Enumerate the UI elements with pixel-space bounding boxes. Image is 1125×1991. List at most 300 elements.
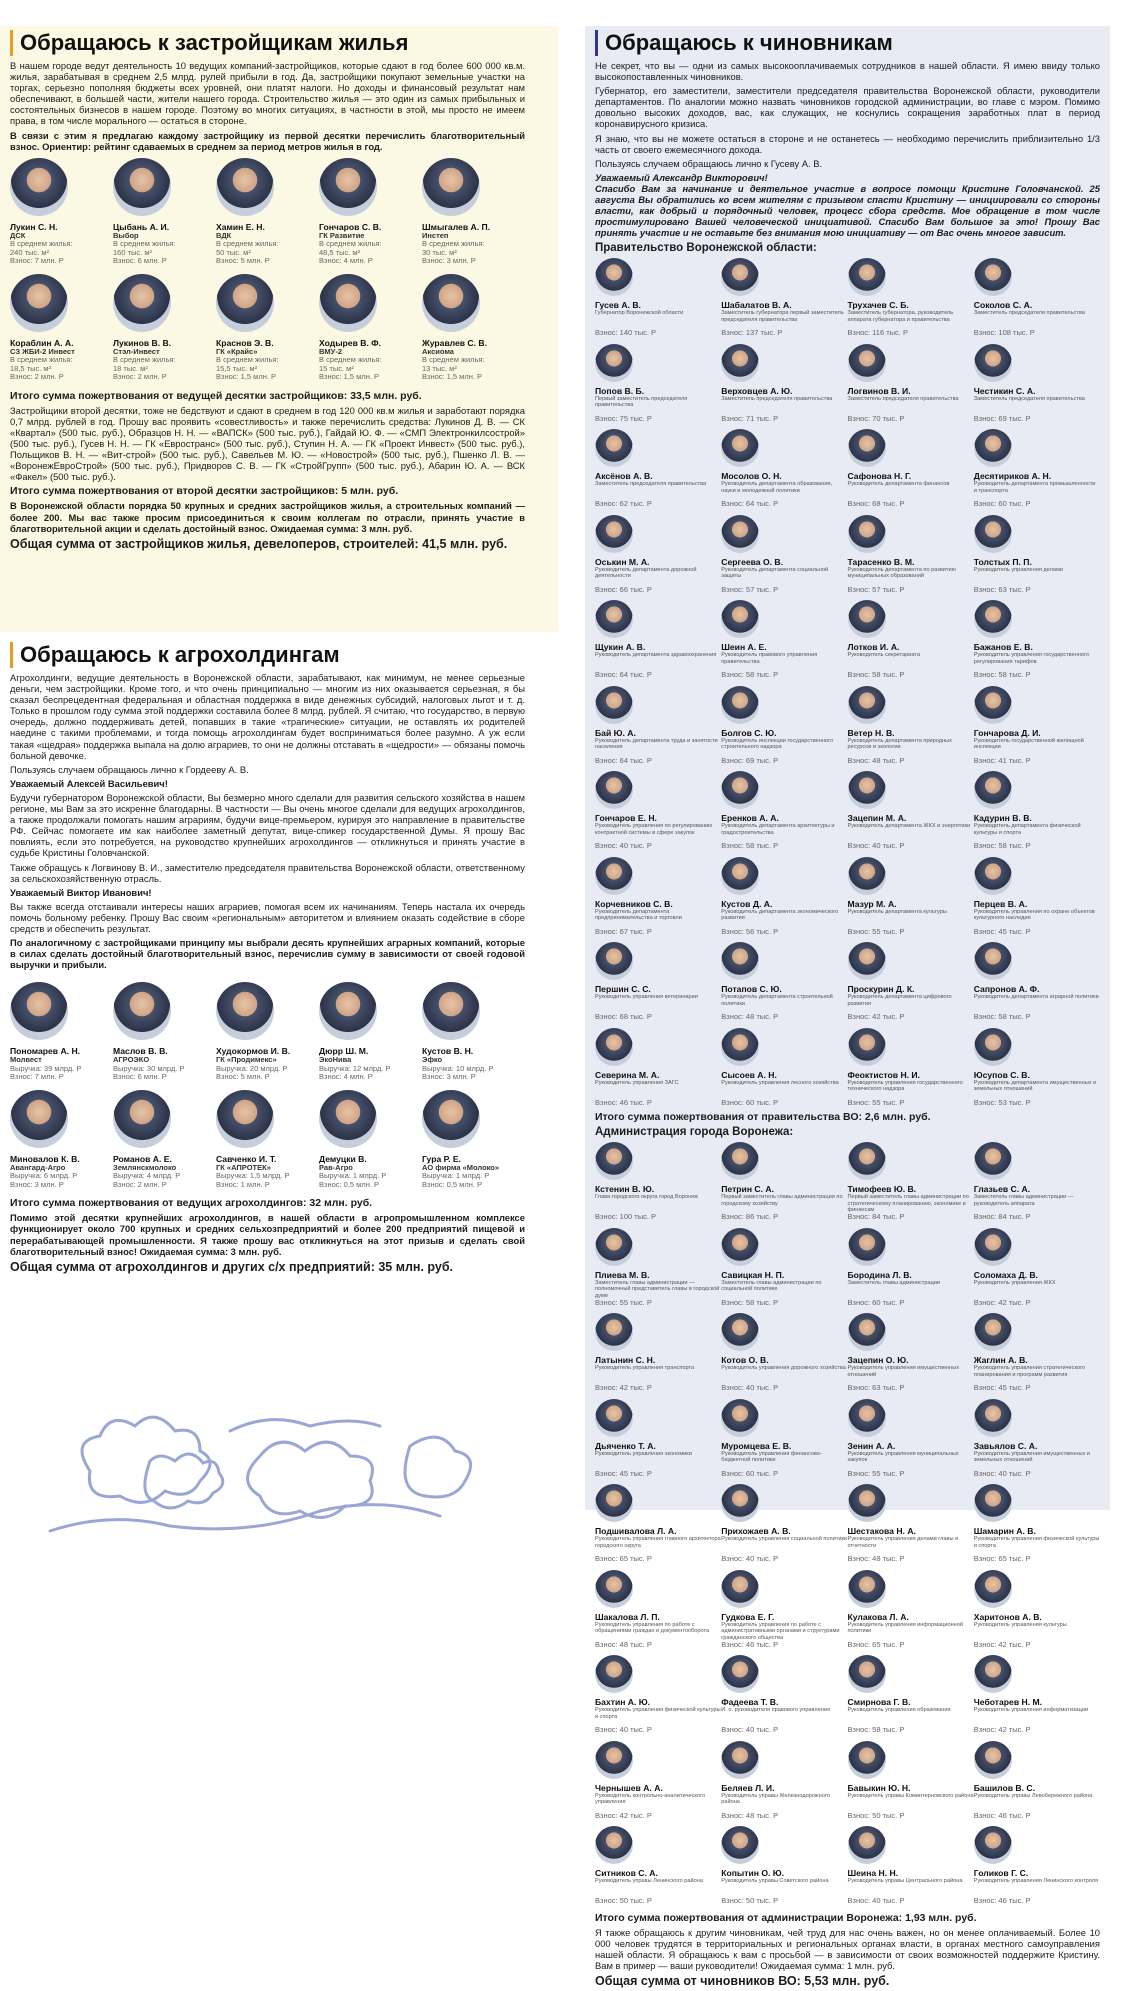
person-name: Лукинов В. В.: [113, 337, 172, 348]
person-role: Руководитель секретариата: [847, 652, 920, 659]
person-donation: Взнос: 7 млн. Р: [10, 1072, 64, 1082]
person-photo: [848, 1313, 886, 1351]
person-photo: [595, 344, 633, 382]
person-card: [848, 1399, 974, 1479]
person-card: [974, 344, 1100, 424]
person-donation: Взнос: 55 тыс. Р: [847, 1097, 905, 1107]
person-name: Верховцев А. Ю.: [721, 385, 793, 396]
agro-letter-2: Вы также всегда отстаивали интересы наших аграриев, помогая всем их начинаниям. Теперь настала их очередь помочь больному ребенку. Прошу Вас своим «региональным» авторитетом и влиянием оказать содействие в сборе средств и обеспечить результат.: [10, 900, 525, 934]
person-photo: [974, 1142, 1012, 1180]
person-card: [721, 1826, 847, 1906]
person-photo: [595, 1313, 633, 1351]
person-role: Руководитель управления государственного технического надзора: [847, 1079, 963, 1093]
person-role: Руководитель департамента социальной защиты: [721, 566, 829, 580]
person-role: Руководитель управления делами главы и отчетности: [847, 1536, 959, 1549]
person-donation: Взнос: 41 тыс. Р: [973, 755, 1031, 765]
person-photo: [422, 1090, 480, 1148]
person-role: Руководитель управления делами: [973, 566, 1063, 573]
person-label: В среднем жилья:: [319, 355, 382, 365]
person-card: [10, 1090, 113, 1190]
person-donation: Взнос: 0,5 млн. Р: [422, 1179, 483, 1189]
person-value: 160 тыс. м²: [113, 247, 152, 257]
person-value: 15 тыс. м²: [319, 363, 354, 373]
person-card: [721, 515, 847, 595]
person-card: [974, 515, 1100, 595]
person-card: [721, 344, 847, 424]
officials-heading: Обращаюсь к чиновникам: [595, 30, 1100, 56]
builders-second-ten: Застройщики второй десятки, тоже не бедствуют и сдают в среднем в год 120 000 кв.м жилья и заработают порядка 0,7 млрд. рублей в год. Прошу вас проявить «совестливость» и также перечислить средства: Лукинов Д. В. — СК «Квартал» (500 тыс. руб.), Образцов Н. Н. — «ВАПСК» (500 тыс. руб.), Гайдай Ю. Ф. — «СМП Электронкилсострой» (500 тыс. руб.), Гусев Н. Н. — ГК «Евространс» (500 тыс. руб.), Ступин Н. А. — ГК «Проект Инвест» (500 тыс. руб.), Польщиков В. Н. — «Вит-строй» (500 тыс. руб.), Савельев М. Ю. — «Новострой» (500 тыс. руб.), Пшенко Л. В. — «ВоронежЕвроСтрой» (500 тыс. руб.), Придворов С. В. — ГК «СтройГрупп» (500 тыс. руб.), Абарин Ю. А. — ВСК «Факел» (500 тыс. руб.).: [10, 404, 525, 483]
person-card: [974, 1484, 1100, 1564]
person-card: [721, 258, 847, 338]
person-card: [595, 1826, 721, 1906]
person-card: [595, 857, 721, 937]
person-role: Руководитель управления образования: [847, 1707, 951, 1714]
person-card: [595, 600, 721, 680]
agro-address-2: Также обращусь к Логвинову В. И., заместителю председателя правительства Воронежской области, ответственному за сельскохозяйственную отрасль.: [10, 861, 525, 884]
person-card: [113, 1090, 216, 1190]
officials-p2: Губернатор, его заместители, заместители председателя правительства Воронежской области, руководители департаментов. По аналогии можно назвать чиновников городской администрации, во главе с мэром. Помимо довольно высоких доходов, вас, как служащих, не коснулись сокращения заработных плат в период коронавирусного кризиса.: [595, 85, 1100, 130]
person-photo: [595, 1028, 633, 1066]
person-donation: Взнос: 58 тыс. Р: [973, 1012, 1031, 1022]
person-donation: Взнос: 65 тыс. Р: [847, 1639, 905, 1649]
agro-grand-total: Общая сумма от агрохолдингов и других с/х предприятий: 35 млн. руб.: [10, 1259, 454, 1274]
person-donation: Взнос: 45 тыс. Р: [973, 926, 1031, 936]
person-revenue: Выручка: 10 млрд. Р: [422, 1063, 494, 1073]
person-name: Демуцки В.: [319, 1153, 367, 1164]
person-photo: [848, 1028, 886, 1066]
person-photo: [974, 1741, 1012, 1779]
person-donation: Взнос: 58 тыс. Р: [973, 670, 1031, 680]
person-photo: [595, 1228, 633, 1266]
person-name: Кустов В. Н.: [422, 1046, 474, 1057]
person-donation: Взнос: 48 тыс. Р: [595, 1639, 652, 1649]
person-donation: Взнос: 6 млн. Р: [113, 1072, 167, 1082]
person-role: Руководитель управления информатизации: [973, 1707, 1089, 1714]
person-donation: Взнос: 63 тыс. Р: [973, 584, 1031, 594]
person-name: Тарасенко В. М.: [847, 556, 915, 567]
person-card: [974, 1142, 1100, 1222]
person-card: [721, 1655, 847, 1735]
person-donation: Взнос: 57 тыс. Р: [847, 584, 905, 594]
person-role: Руководитель контрольно-аналитического управления: [595, 1792, 706, 1806]
person-role: Заместитель главы администрации по социальной политике: [721, 1279, 822, 1293]
person-photo: [974, 600, 1012, 638]
person-photo: [595, 942, 633, 980]
person-role: Руководитель управления информационной политики: [847, 1621, 964, 1635]
person-name: Лотков И. А.: [847, 642, 900, 653]
person-name: Аксёнов А. В.: [595, 471, 653, 482]
person-role: Заместитель губернатора первый заместитель председателя правительства: [721, 310, 844, 323]
person-name: Миновалов К. В.: [10, 1153, 80, 1164]
person-name: Сафонова Н. Г.: [847, 471, 912, 482]
person-card: [848, 686, 974, 766]
person-donation: Взнос: 55 тыс. Р: [847, 1468, 905, 1478]
person-company: Авангард-Агро: [10, 1162, 66, 1172]
person-name: Потапов С. Ю.: [721, 984, 782, 995]
person-revenue: Выручка: 1 млрд. Р: [319, 1171, 387, 1181]
person-role: Руководитель управления транспорта: [595, 1365, 695, 1372]
person-company: Молвест: [10, 1055, 42, 1065]
person-role: Заместитель главы администрации: [847, 1279, 941, 1286]
person-donation: Взнос: 137 тыс. Р: [721, 328, 783, 338]
person-photo: [974, 1228, 1012, 1266]
person-card: [974, 857, 1100, 937]
person-role: Руководитель управления культуры: [973, 1621, 1067, 1628]
person-card: [848, 771, 974, 851]
person-company: Землянскмолоко: [113, 1162, 177, 1172]
person-donation: Взнос: 40 тыс. Р: [973, 1468, 1031, 1478]
person-card: [595, 1028, 721, 1108]
person-role: Руководитель правового управления правительства: [721, 652, 818, 665]
person-role: Руководитель департамента природных ресурсов и экологии: [847, 737, 952, 751]
person-name: Проскурин Д. К.: [847, 984, 915, 995]
person-donation: Взнос: 40 тыс. Р: [595, 841, 652, 851]
builders-intro: В нашем городе ведут деятельность 10 ведущих компаний-застройщиков, которые сдают в год более 600 000 кв.м. жилья, зарабатывая в среднем 2,5 млрд. рулей прибыли в год. Да, застройщики покупают земельные участки на торгах, серьезно пополняя бюджеты всех уровней, они платят налоги. Но доходы и финансовый результат нам обеспечивают, в большей части, жители нашего города. Строительство жилья — это один из самых прибыльных и состоятельных бизнесов в нашем городе. Поэтому во многих ситуациях, в частности в этой, мы просто не имеем права, в том числе морального — остаться в стороне.: [10, 60, 525, 127]
person-role: Руководитель департамента архитектуры и градостроительства: [721, 823, 835, 836]
person-role: Руководитель управления ЗАГС: [595, 1079, 679, 1086]
person-name: Шмыгалев А. П.: [422, 221, 491, 232]
person-company: ВМУ-2: [319, 346, 342, 356]
person-company: Эфко: [422, 1055, 443, 1065]
person-photo: [974, 857, 1012, 895]
person-donation: Взнос: 62 тыс. Р: [595, 499, 652, 509]
person-photo: [974, 1484, 1012, 1522]
person-donation: Взнос: 58 тыс. Р: [721, 1297, 779, 1307]
person-donation: Взнос: 1 млн. Р: [216, 1179, 270, 1189]
person-donation: Взнос: 7 млн. Р: [10, 256, 64, 266]
person-donation: Взнос: 63 тыс. Р: [847, 1383, 905, 1393]
person-photo: [848, 429, 886, 467]
person-photo: [848, 1228, 886, 1266]
person-revenue: Выручка: 20 млрд. Р: [216, 1063, 288, 1073]
person-name: Котов О. В.: [721, 1355, 769, 1366]
agro-heading: Обращаюсь к агрохолдингам: [10, 642, 525, 668]
person-photo: [848, 1399, 886, 1437]
person-name: Копытин О. Ю.: [721, 1868, 785, 1879]
person-photo: [974, 429, 1012, 467]
person-photo: [595, 1399, 633, 1437]
person-name: Шеина Н. Н.: [847, 1868, 899, 1879]
agro-intro: Агрохолдинги, ведущие деятельность в Воронежской области, зарабатывают, как минимум, не менее серьезные деньги, чем застройщики. Кроме того, и что очень принципиально — многим из них оказывается серьезная, я бы сказал беспрецедентная федеральная и областная поддержка в виде денежных субсидий, налоговых льгот и т. д. Только в прошлом году сумма этой поддержки составила более 8 млрд. рублей. Я считаю, что государство, в первую очередь, должно поддерживать детей, попавших в такие «трагические» ситуации, не оставлять их родителей наедине с такими проблемами, и тогда помощь агрохолдингам будет восприниматься более разумно. А уж если такая «щедрая» поддержка выпала на долю аграриев, то они не должны отставать в «щедрости» — обязаны помочь больной девочке.: [10, 672, 525, 761]
person-role: Руководитель управления по регулированию контрактной системы в сфере закупок: [595, 823, 713, 836]
person-donation: Взнос: 58 тыс. Р: [721, 841, 779, 851]
person-card: [721, 600, 847, 680]
person-role: Руководитель департамента аграрной политики: [973, 994, 1099, 1001]
person-photo: [10, 1090, 68, 1148]
person-role: Руководитель управы Центрального района: [847, 1878, 963, 1885]
person-photo: [216, 982, 274, 1040]
person-donation: Взнос: 66 тыс. Р: [595, 584, 652, 594]
person-donation: Взнос: 68 тыс. Р: [847, 499, 905, 509]
person-card: [422, 1090, 525, 1190]
person-company: АО фирма «Молоко»: [422, 1162, 500, 1172]
person-label: В среднем жилья:: [216, 239, 279, 249]
person-label: В среднем жилья:: [422, 239, 485, 249]
person-photo: [721, 1142, 759, 1180]
person-donation: Взнос: 6 млн. Р: [113, 256, 167, 266]
person-donation: Взнос: 40 тыс. Р: [847, 841, 905, 851]
person-card: [595, 1142, 721, 1222]
person-donation: Взнос: 64 тыс. Р: [721, 499, 779, 509]
person-value: 30 тыс. м²: [422, 247, 457, 257]
person-donation: Взнос: 40 тыс. Р: [595, 1725, 652, 1735]
person-card: [721, 429, 847, 509]
person-donation: Взнос: 140 тыс. Р: [595, 328, 657, 338]
person-photo: [113, 1090, 171, 1148]
person-donation: Взнос: 86 тыс. Р: [721, 1212, 779, 1222]
person-role: Руководитель управления финансово-бюджетной политики: [721, 1450, 822, 1464]
person-card: [848, 1142, 974, 1222]
person-name: Попов В. Б.: [595, 385, 645, 396]
person-name: Мосолов О. Н.: [721, 471, 782, 482]
person-donation: Взнос: 60 тыс. Р: [721, 1468, 779, 1478]
person-name: Краснов Э. В.: [216, 337, 274, 348]
person-card: [595, 1484, 721, 1564]
person-photo: [721, 857, 759, 895]
person-photo: [974, 515, 1012, 553]
person-photo: [721, 1313, 759, 1351]
person-card: [113, 158, 216, 266]
person-card: [595, 686, 721, 766]
person-card: [974, 942, 1100, 1022]
person-photo: [848, 942, 886, 980]
person-photo: [974, 1399, 1012, 1437]
person-role: Заместитель председателя правительства: [847, 395, 959, 402]
person-label: В среднем жилья:: [113, 355, 176, 365]
person-photo: [721, 1484, 759, 1522]
person-name: Худокормов И. В.: [216, 1046, 291, 1057]
person-name: Кораблин А. А.: [10, 337, 74, 348]
person-card: [848, 1028, 974, 1108]
person-name: Перцев В. А.: [973, 898, 1028, 909]
person-name: Бажанов Е. В.: [973, 642, 1033, 653]
officials-p6: Я также обращаюсь к другим чиновникам, чей труд для нас очень важен, но он менее оплачиваемый. Более 10 000 человек трудятся в территориальных и региональных органах власти, в органах местного самоуправления нашей области. Я обращаюсь к вам с просьбой — в зависимости от своих возможностей поддержите Кристину. Вам в пример — ваши руководители! Ожидаемая сумма: 1 млн. руб.: [595, 1926, 1100, 1972]
person-donation: Взнос: 40 тыс. Р: [721, 1383, 779, 1393]
agro-proposal: По аналогичному с застройщиками принципу мы выбрали десять крупнейших аграрных компаний, которые в силах сделать достойный благотворительный взнос, перечислив сумму в зависимости от своей годовой выручки и прибыли.: [10, 937, 525, 971]
person-name: Логвинов В. И.: [847, 385, 911, 396]
person-name: Десятириков А. Н.: [973, 471, 1052, 482]
person-name: Ходырев В. Ф.: [319, 337, 381, 348]
person-donation: Взнос: 46 тыс. Р: [595, 1097, 652, 1107]
person-photo: [721, 1741, 759, 1779]
person-role: Руководитель управления главного архитектора городского округа: [595, 1536, 721, 1549]
officials-p1: Не секрет, что вы — одни из самых высокооплачиваемых сотрудников в нашей области. Я имею ввиду только высокопоставленных чиновников.: [595, 60, 1100, 83]
person-photo: [595, 686, 633, 724]
person-role: Руководитель управления государственного регулирования тарифов: [973, 652, 1090, 665]
city-total: Итого сумма пожертвования от администрации Воронежа: 1,93 млн. руб.: [595, 1911, 977, 1924]
person-name: Беляев Л. И.: [721, 1782, 775, 1793]
officials-section: [595, 30, 1100, 1991]
person-photo: [10, 158, 68, 216]
person-name: Маслов В. В.: [113, 1046, 168, 1057]
person-photo: [422, 274, 480, 332]
person-donation: Взнос: 67 тыс. Р: [595, 926, 652, 936]
person-photo: [721, 1399, 759, 1437]
person-card: [721, 857, 847, 937]
person-card: [595, 1570, 721, 1650]
person-role: Первый заместитель главы администрации по стратегическому планированию, экономике и финансам: [847, 1194, 969, 1213]
left-column: [0, 26, 558, 1571]
person-photo: [595, 1826, 633, 1864]
person-photo: [10, 982, 68, 1040]
person-donation: Взнос: 58 тыс. Р: [847, 670, 905, 680]
person-card: [848, 600, 974, 680]
person-donation: Взнос: 3 млн. Р: [10, 1179, 64, 1189]
person-role: Руководитель управления экономики: [595, 1450, 692, 1457]
person-card: [848, 429, 974, 509]
officials-letter: Спасибо Вам за начинание и деятельное участие в вопросе помощи Кристине Головчанской. 25 августа Вы обратились ко всем жителям с призывом спасти Кристину — инициировали со стороны власти, как добрый и порядочный человек, процесс сбора средств. Мое обращение в том числе простимулировано Вашей человеческой инициативой. Спасибо Вам большое за это! Прошу Вас принять участие и не оставьте без внимания мою инициативу — от Вас очень многое зависит.: [595, 182, 1100, 239]
person-name: Бавыкин Ю. Н.: [847, 1782, 911, 1793]
builders-others: В Воронежской области порядка 50 крупных и средних застройщиков жилья, а строительных компаний — более 200. Мы вас также просим присоединиться к своим коллегам по отрасли, принять участие в благотворительной акции и сделать достойный взнос. Ожидаемая сумма: 3 млн. руб.: [10, 500, 525, 534]
person-photo: [974, 686, 1012, 724]
person-donation: Взнос: 45 тыс. Р: [973, 1383, 1031, 1393]
person-card: [974, 258, 1100, 338]
person-photo: [848, 686, 886, 724]
person-photo: [595, 1741, 633, 1779]
person-donation: Взнос: 4 млн. Р: [319, 1072, 373, 1082]
builders-proposal: В связи с этим я предлагаю каждому застройщику из первой десятки перечислить благотворительный взнос. Ориентир: рейтинг сдаваемых в среднем за период метров жилья в год.: [10, 129, 525, 152]
person-value: 13 тыс. м²: [422, 363, 457, 373]
person-donation: Взнос: 58 тыс. Р: [721, 670, 779, 680]
person-card: [595, 942, 721, 1022]
person-donation: Взнос: 69 тыс. Р: [721, 755, 779, 765]
person-donation: Взнос: 48 тыс. Р: [847, 755, 905, 765]
person-company: ГК «Продимекс»: [216, 1055, 277, 1065]
person-card: [595, 429, 721, 509]
person-name: Завьялов С. А.: [973, 1440, 1038, 1451]
person-card: [595, 258, 721, 338]
person-photo: [974, 1826, 1012, 1864]
person-card: [10, 982, 113, 1082]
person-name: Чернышев А. А.: [595, 1782, 663, 1793]
person-name: Шакалова Л. П.: [595, 1611, 660, 1622]
agro-grid: [10, 982, 525, 1189]
person-photo: [422, 982, 480, 1040]
person-donation: Взнос: 5 млн. Р: [216, 1072, 270, 1082]
person-card: [974, 771, 1100, 851]
person-name: Фадеева Т. В.: [721, 1697, 779, 1708]
person-name: Северина М. А.: [595, 1069, 660, 1080]
person-card: [595, 344, 721, 424]
person-card: [216, 982, 319, 1082]
person-photo: [848, 344, 886, 382]
person-card: [974, 600, 1100, 680]
person-card: [974, 1313, 1100, 1393]
officials-grand-total: Общая сумма от чиновников ВО: 5,53 млн. руб.: [595, 1974, 890, 1989]
person-role: Руководитель управы Коминтерновского района: [847, 1792, 974, 1799]
person-donation: Взнос: 50 тыс. Р: [721, 1896, 779, 1906]
person-photo: [721, 429, 759, 467]
person-name: Савченко И. Т.: [216, 1153, 277, 1164]
person-name: Шеин А. Е.: [721, 642, 767, 653]
person-role: Руководитель управления по работе с обращениями граждан и документооборота: [595, 1621, 710, 1635]
person-donation: Взнос: 60 тыс. Р: [973, 499, 1031, 509]
person-value: 50 тыс. м²: [216, 247, 251, 257]
person-photo: [319, 158, 377, 216]
person-name: Юсупов С. В.: [973, 1069, 1030, 1080]
person-role: Руководитель департамента ЖКХ и энергетики: [847, 823, 971, 830]
person-donation: Взнос: 60 тыс. Р: [721, 1097, 779, 1107]
person-donation: Взнос: 48 тыс. Р: [721, 1012, 779, 1022]
person-donation: Взнос: 65 тыс. Р: [595, 1554, 652, 1564]
person-role: Руководитель управления по работе с административными органами и структурами гражданского общества: [721, 1621, 840, 1641]
person-card: [721, 1741, 847, 1821]
person-donation: Взнос: 84 тыс. Р: [973, 1212, 1031, 1222]
person-label: В среднем жилья:: [422, 355, 485, 365]
person-photo: [974, 258, 1012, 296]
person-role: Руководитель управления муниципальных закупок: [847, 1450, 959, 1464]
person-name: Сысоев А. Н.: [721, 1069, 777, 1080]
person-donation: Взнос: 71 тыс. Р: [721, 413, 779, 423]
person-value: 15,5 тыс. м²: [216, 363, 258, 373]
person-company: ЭкоНива: [319, 1055, 352, 1065]
person-role: Заместитель председателя правительства: [595, 481, 707, 488]
person-name: Цыбань А. И.: [113, 221, 170, 232]
person-name: Кстенин В. Ю.: [595, 1184, 655, 1195]
person-role: Руководитель управления стратегического планирования и программ развития: [973, 1365, 1086, 1378]
person-revenue: Выручка: 1,5 млрд. Р: [216, 1171, 290, 1181]
person-donation: Взнос: 40 тыс. Р: [721, 1554, 779, 1564]
person-card: [848, 1741, 974, 1821]
person-photo: [595, 857, 633, 895]
person-name: Шестакова Н. А.: [847, 1526, 916, 1537]
agro-greeting-1: Уважаемый Алексей Васильевич!: [10, 777, 168, 789]
person-name: Ветер Н. В.: [847, 727, 895, 738]
person-donation: Взнос: 5 млн. Р: [216, 256, 270, 266]
person-photo: [721, 686, 759, 724]
person-name: Чеботарев Н. М.: [973, 1697, 1043, 1708]
person-role: Руководитель управы Советского района: [721, 1878, 829, 1885]
person-donation: Взнос: 1,5 млн. Р: [422, 372, 483, 382]
person-name: Зацепин М. А.: [847, 813, 907, 824]
person-photo: [974, 771, 1012, 809]
person-name: Гура Р. Е.: [422, 1153, 461, 1164]
person-photo: [595, 1142, 633, 1180]
person-photo: [721, 344, 759, 382]
person-name: Муромцева Е. В.: [721, 1440, 792, 1451]
person-donation: Взнос: 69 тыс. Р: [973, 413, 1031, 423]
agro-letter-1: Будучи губернатором Воронежской области, Вы безмерно много сделали для развития сельского хозяйства в нашем регионе, мы Вам за это искренне благодарны. В частности — Вы очень многое сделали для ведущих агрохолдингов, а также продолжали помогать нашим аграриям, будучи вице-премьером, курируя это направление в правительстве РФ. Сейчас помогаете им как наиболее заметный депутат, вице-спикер государственной Думы. Я прошу Вас повлиять, если это потребуется, на руководство крупнейших агрохолдингов — откликнуться и принять участие в судьбе Кристины Головчанской.: [10, 791, 525, 859]
person-role: Руководитель департамента по развитию муниципальных образований: [847, 566, 956, 580]
person-role: Заместитель председателя правительства: [973, 310, 1085, 317]
person-name: Петрин С. А.: [721, 1184, 774, 1195]
person-card: [595, 1313, 721, 1393]
person-name: Оськин М. А.: [595, 556, 650, 567]
person-photo: [216, 1090, 274, 1148]
person-photo: [848, 857, 886, 895]
person-photo: [721, 258, 759, 296]
person-card: [422, 274, 525, 382]
person-company: ВДК: [216, 230, 232, 240]
person-role: Руководитель департамента промышленности и транспорта: [973, 481, 1096, 494]
person-card: [974, 429, 1100, 509]
person-photo: [721, 515, 759, 553]
person-card: [216, 158, 319, 266]
person-role: Руководитель управы Левобережного района: [973, 1792, 1093, 1799]
person-card: [974, 1570, 1100, 1650]
agro-section: [10, 642, 525, 1277]
person-name: Шамарин А. В.: [973, 1526, 1036, 1537]
person-photo: [113, 982, 171, 1040]
person-name: Подшивалова Л. А.: [595, 1526, 677, 1537]
person-donation: Взнос: 4 млн. Р: [319, 256, 373, 266]
person-name: Глазьев С. А.: [973, 1184, 1031, 1195]
person-donation: Взнос: 58 тыс. Р: [973, 841, 1031, 851]
person-card: [595, 771, 721, 851]
person-role: Руководитель управления дорожного хозяйства: [721, 1365, 846, 1372]
person-name: Харитонов А. В.: [973, 1611, 1042, 1622]
person-donation: Взнос: 50 тыс. Р: [595, 1896, 652, 1906]
